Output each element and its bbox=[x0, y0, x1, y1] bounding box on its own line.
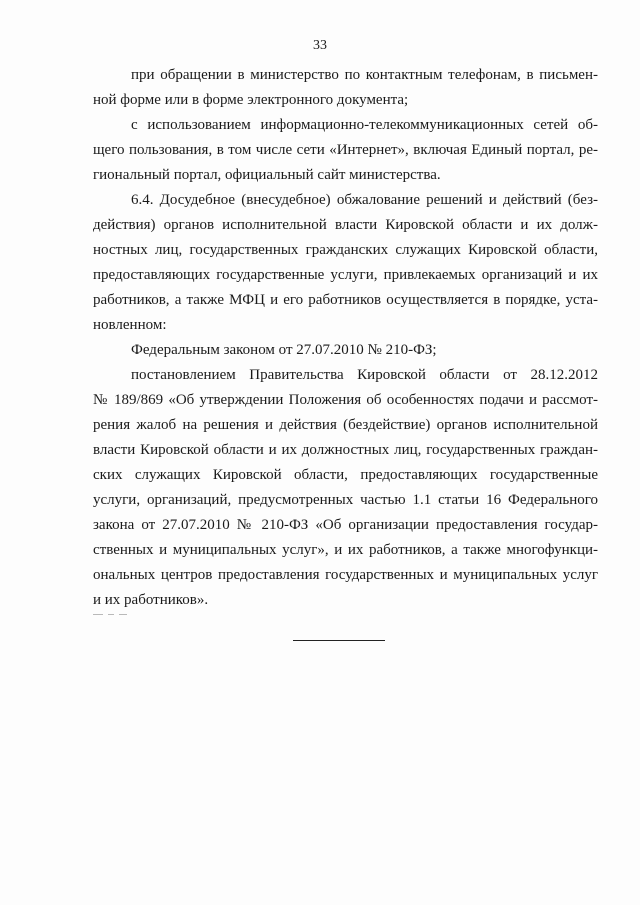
text-line: ских служащих Кировской области, предоставляющих государственные bbox=[93, 467, 598, 483]
scan-speck bbox=[108, 614, 114, 615]
text-line: ной форме или в форме электронного документа; bbox=[93, 92, 409, 108]
text-line: постановлением Правительства Кировской области от 28.12.2012 bbox=[131, 367, 598, 383]
text-line: № 189/869 «Об утверждении Положения об особенностях подачи и рассмот- bbox=[93, 392, 598, 408]
text-line: новленном: bbox=[93, 317, 167, 333]
scan-speck bbox=[119, 614, 127, 615]
text-line: щего пользования, в том числе сети «Интернет», включая Единый портал, ре- bbox=[93, 142, 598, 158]
text-line: предоставляющих государственные услуги, привлекаемых организаций и их bbox=[93, 267, 598, 283]
text-line: работников, а также МФЦ и его работников осуществляется в порядке, уста- bbox=[93, 292, 598, 308]
text-line: рения жалоб на решения и действия (бездействие) органов исполнительной bbox=[93, 417, 598, 433]
page-number: 33 bbox=[313, 38, 327, 53]
text-line: ональных центров предоставления государственных и муниципальных услуг bbox=[93, 567, 598, 583]
text-line: действия) органов исполнительной власти Кировской области и их долж- bbox=[93, 217, 598, 233]
text-line: с использованием информационно-телекоммуникационных сетей об- bbox=[131, 117, 598, 133]
text-line: 6.4. Досудебное (внесудебное) обжалование решений и действий (без- bbox=[131, 192, 598, 208]
text-line: закона от 27.07.2010 № 210-ФЗ «Об организации предоставления государ- bbox=[93, 517, 598, 533]
text-line: гиональный портал, официальный сайт министерства. bbox=[93, 167, 441, 183]
text-line: Федеральным законом от 27.07.2010 № 210-ФЗ; bbox=[131, 342, 437, 358]
text-line: услуги, организаций, предусмотренных частью 1.1 статьи 16 Федерального bbox=[93, 492, 598, 508]
scan-speck bbox=[93, 614, 103, 615]
text-line: и их работников». bbox=[93, 592, 209, 608]
text-line: ственных и муниципальных услуг», и их работников, а также многофункци- bbox=[93, 542, 598, 558]
text-line: при обращении в министерство по контактным телефонам, в письмен- bbox=[131, 67, 598, 83]
end-separator bbox=[293, 640, 385, 641]
text-line: власти Кировской области и их должностных лиц, государственных граждан- bbox=[93, 442, 598, 458]
text-line: ностных лиц, государственных гражданских служащих Кировской области, bbox=[93, 242, 598, 258]
